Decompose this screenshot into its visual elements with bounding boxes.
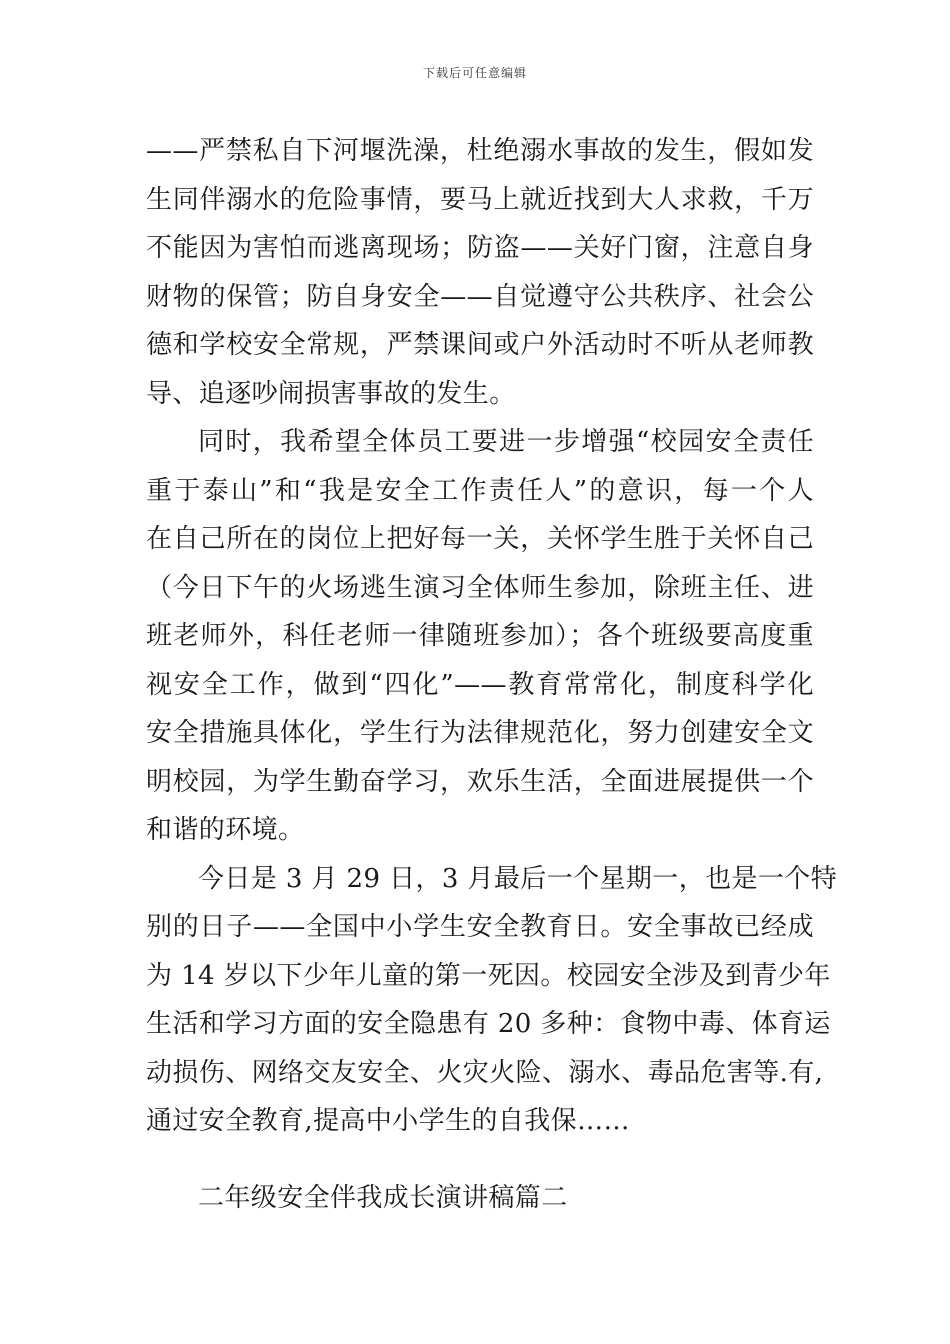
text-line: 视安全工作，做到“四化”——教育常常化，制度科学化 <box>146 669 814 700</box>
paragraph-gap <box>146 1146 814 1170</box>
text-line: 重于泰山”和“我是安全工作责任人”的意识，每一个人 <box>146 475 814 506</box>
text-line: 今日是 3 月 29 日，3 月最后一个星期一，也是一个特 <box>198 863 838 894</box>
paragraph-3 <box>146 855 838 1146</box>
section-heading: 二年级安全伴我成长演讲稿篇二 <box>198 1182 568 1213</box>
text-line: 德和学校安全常规，严禁课间或户外活动时不听从老师教 <box>146 330 814 360</box>
text-line: 别的日子——全国中小学生安全教育日。安全事故已经成 <box>146 912 814 942</box>
text-line: 导、追逐吵闹损害事故的发生。 <box>146 378 516 409</box>
text-line: 通过安全教育,提高中小学生的自我保…… <box>146 1106 630 1136</box>
text-line: 生同伴溺水的危险事情，要马上就近找到大人求救，千万 <box>146 184 814 215</box>
paragraph-1 <box>146 127 814 418</box>
text-line: 和谐的环境。 <box>146 815 305 845</box>
text-line: 不能因为害怕而逃离现场；防盗——关好门窗，注意自身 <box>146 233 814 263</box>
page-header: 下载后可任意编辑 <box>422 66 527 80</box>
text-line: 财物的保管；防自身安全——自觉遵守公共秩序、社会公 <box>146 281 814 312</box>
text-line: 明校园，为学生勤奋学习，欢乐生活，全面进展提供一个 <box>146 766 814 797</box>
text-line: 同时，我希望全体员工要进一步增强“校园安全责任 <box>198 427 814 457</box>
text-line: 班老师外，科任老师一律随班参加）；各个班级要高度重 <box>146 621 814 651</box>
text-line: ——严禁私自下河堰洗澡，杜绝溺水事故的发生，假如发 <box>146 136 814 166</box>
text-line: 在自己所在的岗位上把好每一关，关怀学生胜于关怀自己 <box>146 524 814 554</box>
paragraph-2 <box>146 418 814 855</box>
text-line: 为 14 岁以下少年儿童的第一死因。校园安全涉及到青少年 <box>146 960 831 991</box>
document-body <box>146 127 838 1222</box>
text-line: 安全措施具体化，学生行为法律规范化，努力创建安全文 <box>146 718 814 748</box>
text-line: （今日下午的火场逃生演习全体师生参加，除班主任、进 <box>146 572 814 603</box>
text-line: 动损伤、网络交友安全、火灾火险、溺水、毒品危害等.有, <box>146 1057 824 1088</box>
text-line: 生活和学习方面的安全隐患有 20 多种：食物中毒、体育运 <box>146 1009 831 1039</box>
